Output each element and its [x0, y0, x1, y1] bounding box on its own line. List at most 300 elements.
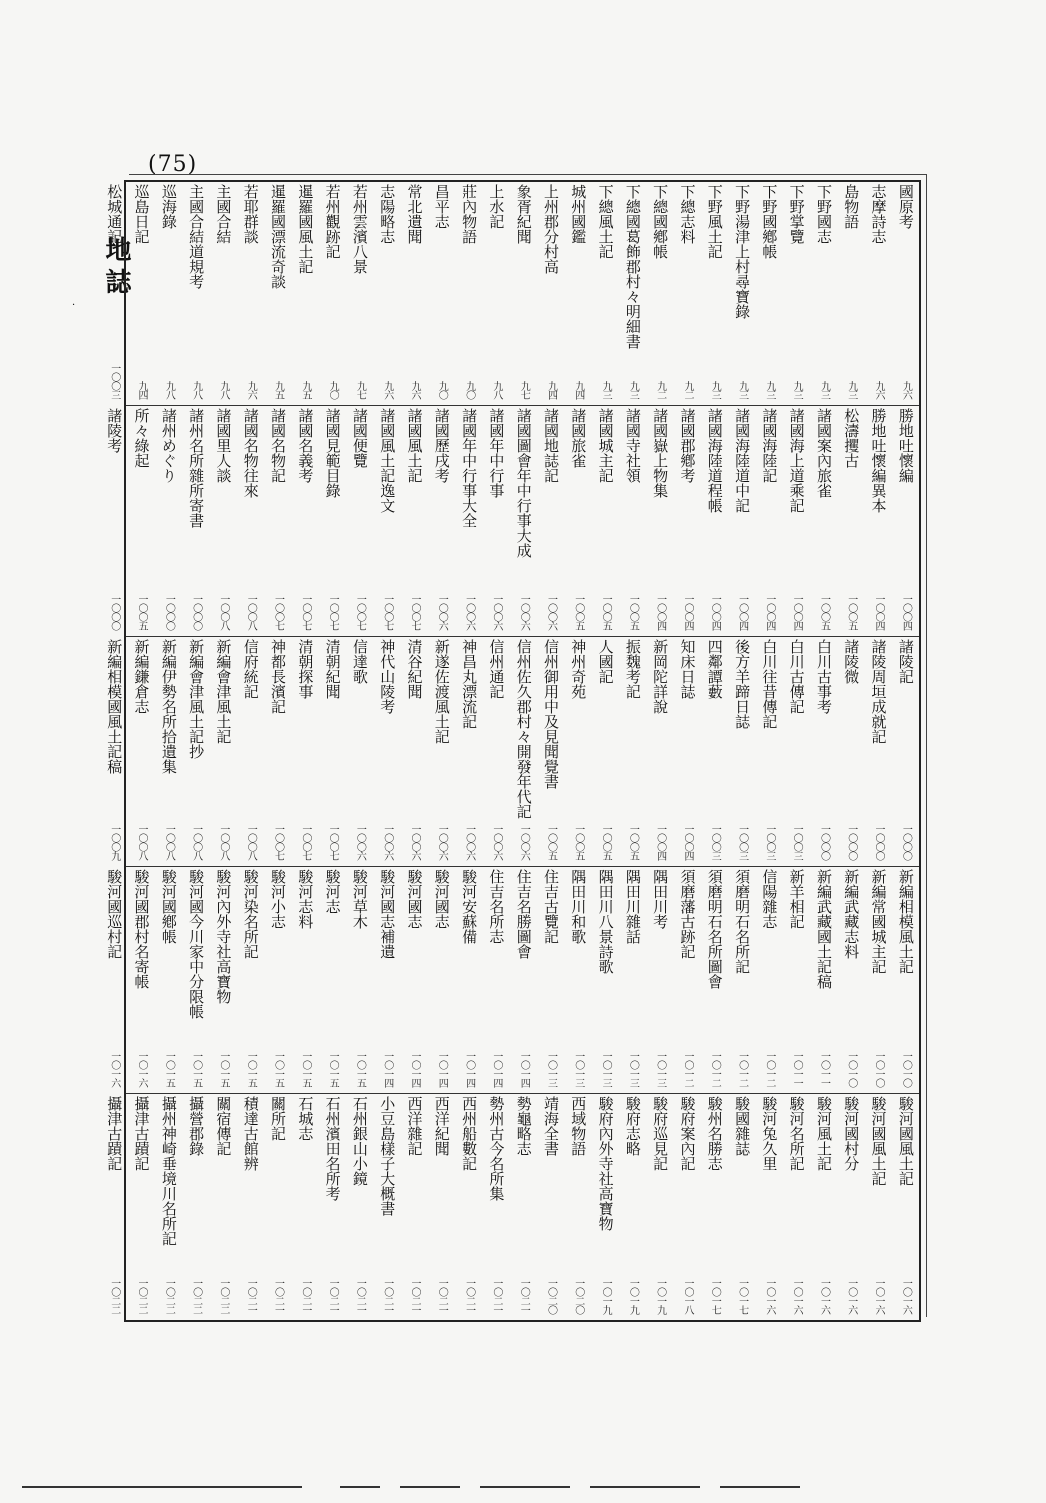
entry-page-number: 一〇〇六	[436, 824, 448, 860]
index-entry	[510, 637, 537, 866]
index-entry	[346, 182, 373, 405]
entry-page-number: 九〇	[327, 381, 339, 399]
entry-title: 駿河國郡村名寄帳	[132, 869, 151, 989]
index-entry	[810, 1094, 837, 1320]
entry-title: 島物語	[842, 184, 861, 229]
index-entry	[237, 182, 264, 405]
index-entry	[728, 867, 755, 1093]
entry-page-number: 一〇〇六	[463, 594, 475, 630]
entry-title: 駿府志略	[623, 1096, 642, 1156]
entry-page-number: 一〇一六	[900, 1278, 912, 1314]
index-entry	[619, 1094, 646, 1320]
index-entry	[346, 406, 373, 636]
index-entry	[646, 637, 673, 866]
entry-title: 石城志	[296, 1096, 315, 1141]
index-entry	[783, 182, 810, 405]
entry-page-number: 九四	[572, 381, 584, 399]
entry-title: 若州雲濱八景	[350, 184, 369, 274]
entry-title: 駿河內外寺社高寶物	[214, 869, 233, 1004]
index-entry	[864, 637, 891, 866]
index-entry	[373, 182, 400, 405]
entry-page-number: 九四	[136, 381, 148, 399]
entry-title: 巡海錄	[159, 184, 178, 229]
index-entry	[127, 867, 154, 1093]
entry-title: 主國合結道規考	[187, 184, 206, 289]
index-entry	[237, 867, 264, 1093]
entry-title: 駿河國巡村記	[105, 869, 124, 959]
index-entry	[728, 637, 755, 866]
index-entry	[264, 406, 291, 636]
entry-title: 下野湯津上村尋寶錄	[733, 184, 752, 319]
section-label: 地誌	[101, 236, 131, 300]
entry-page-number: 一〇一五	[327, 1051, 339, 1087]
entry-title: 駿府內外寺社高寶物	[596, 1096, 615, 1231]
entry-title: 信州通記	[487, 639, 506, 699]
entry-page-number: 一〇〇六	[545, 594, 557, 630]
entry-title: 新岡陀詳說	[651, 639, 670, 714]
index-entry	[155, 637, 182, 866]
entry-title: 諸國名義考	[296, 408, 315, 483]
index-entry	[892, 1094, 919, 1320]
entry-title: 石州濱田名所考	[323, 1096, 342, 1201]
entry-page-number: 一〇〇五	[600, 594, 612, 630]
entry-title: 諸陵考	[105, 408, 124, 453]
entry-page-number: 九四	[545, 381, 557, 399]
entry-page-number: 一〇一一	[791, 1051, 803, 1087]
entry-page-number: 九三	[600, 381, 612, 399]
index-entry	[318, 1094, 345, 1320]
entry-page-number: 一〇一四	[409, 1051, 420, 1087]
index-entry	[510, 1094, 537, 1320]
entry-page-number: 一〇一九	[654, 1278, 666, 1314]
entry-title: 白川古事考	[814, 639, 833, 714]
index-entry	[155, 1094, 182, 1320]
entry-page-number: 一〇二一	[245, 1278, 257, 1314]
entry-page-number: 一〇二一	[436, 1278, 448, 1314]
entry-title: 下野風土記	[705, 184, 724, 259]
entry-title: 駿國雜誌	[733, 1096, 752, 1156]
entry-page-number: 一〇〇八	[190, 824, 202, 860]
entry-title: 諸國地誌記	[541, 408, 560, 483]
entry-page-number: 一〇一三	[627, 1051, 639, 1087]
index-entry	[864, 867, 891, 1093]
index-entry	[810, 867, 837, 1093]
index-entry	[291, 406, 318, 636]
entry-page-number: 一〇一六	[873, 1278, 885, 1314]
entry-title: 諸國名物往來	[241, 408, 260, 498]
index-entry	[591, 1094, 618, 1320]
index-entry	[264, 1094, 291, 1320]
index-entry	[373, 1094, 400, 1320]
entry-title: 信州佐久郡村々開發年代記	[514, 639, 533, 819]
entry-page-number: 一〇〇三	[763, 824, 775, 860]
entry-title: 諸國旅雀	[569, 408, 588, 468]
entry-page-number: 九三	[627, 381, 639, 399]
entry-title: 主國合結	[214, 184, 233, 244]
entry-title: 西州船數記	[460, 1096, 479, 1171]
index-entry	[892, 637, 919, 866]
entry-title: 若耶群談	[241, 184, 260, 244]
index-band-5	[105, 1093, 919, 1320]
index-entry	[591, 637, 618, 866]
index-table	[105, 180, 921, 1322]
entry-title: 諸國風土記逸文	[378, 408, 397, 513]
entry-title: 諸陵微	[842, 639, 861, 684]
entry-title: 石州銀山小鏡	[350, 1096, 369, 1186]
index-entry	[182, 637, 209, 866]
index-entry	[455, 867, 482, 1093]
entry-page-number: 一〇二一	[463, 1278, 475, 1314]
entry-title: 諸州めぐり	[159, 408, 178, 483]
entry-title: 攝州神崎垂境川名所記	[159, 1096, 178, 1246]
index-entry	[810, 406, 837, 636]
entry-title: 上州郡分村高	[541, 184, 560, 274]
index-entry	[455, 637, 482, 866]
entry-page-number: 一〇〇四	[654, 824, 666, 860]
entry-title: 關宿傳記	[214, 1096, 233, 1156]
entry-page-number: 一〇二二	[163, 1278, 175, 1314]
entry-page-number: 一〇〇四	[900, 594, 912, 630]
entry-title: 關所記	[269, 1096, 288, 1141]
entry-title: 下總國葛飾郡村々明細書	[623, 184, 642, 349]
entry-page-number: 一〇〇四	[736, 594, 748, 630]
index-entry	[318, 182, 345, 405]
entry-title: 攝津古蹟記	[132, 1096, 151, 1171]
entry-page-number: 一〇〇五	[600, 824, 612, 860]
entry-page-number: 一〇一四	[463, 1051, 475, 1087]
entry-page-number: 一〇二二	[190, 1278, 202, 1314]
entry-page-number: 一〇〇六	[463, 824, 475, 860]
entry-title: 象胥紀聞	[514, 184, 533, 244]
entry-page-number: 一〇一二	[681, 1051, 693, 1087]
index-entry	[373, 406, 400, 636]
index-entry	[428, 1094, 455, 1320]
entry-title: 駿河志	[323, 869, 342, 914]
entry-title: 駿河名所記	[787, 1096, 806, 1171]
entry-page-number: 一〇〇八	[217, 824, 229, 860]
entry-page-number: 一〇〇三	[736, 824, 748, 860]
entry-page-number: 一〇一〇	[900, 1051, 912, 1087]
index-entry	[127, 1094, 154, 1320]
index-entry	[209, 867, 236, 1093]
entry-title: 志摩詩志	[869, 184, 888, 244]
entry-title: 諸國年中行事大全	[460, 408, 479, 528]
entry-page-number: 一〇一四	[436, 1051, 448, 1087]
entry-page-number: 一〇〇七	[409, 594, 420, 630]
entry-title: 神昌丸漂流記	[460, 639, 479, 729]
entry-page-number: 一〇二〇	[572, 1278, 584, 1314]
entry-title: 諸國圖會年中行事大成	[514, 408, 533, 558]
index-entry	[837, 182, 864, 405]
entry-title: 信達歌	[350, 639, 369, 684]
index-entry	[346, 1094, 373, 1320]
entry-title: 諸國郡鄕考	[678, 408, 697, 483]
index-entry	[783, 867, 810, 1093]
entry-page-number: 一〇〇六	[518, 594, 530, 630]
index-entry	[428, 637, 455, 866]
entry-title: 常北遺聞	[405, 184, 424, 244]
entry-page-number: 九七	[518, 381, 530, 399]
entry-title: 新編會津風土記	[214, 639, 233, 744]
index-entry	[455, 1094, 482, 1320]
entry-page-number: 一〇〇四	[763, 594, 775, 630]
entry-title: 昌平志	[432, 184, 451, 229]
index-entry	[100, 406, 127, 636]
entry-title: 新編伊勢名所拾遺集	[159, 639, 178, 774]
entry-page-number: 一〇二〇	[545, 1278, 557, 1314]
index-entry	[346, 637, 373, 866]
entry-page-number: 一〇二二	[217, 1278, 229, 1314]
entry-page-number: 一〇一六	[763, 1278, 775, 1314]
entry-page-number: 一〇一五	[299, 1051, 311, 1087]
entry-page-number: 一〇〇七	[381, 594, 393, 630]
entry-title: 新編常國城主記	[869, 869, 888, 974]
index-entry	[837, 637, 864, 866]
entry-page-number: 九六	[381, 381, 393, 399]
entry-page-number: 一〇〇五	[818, 594, 830, 630]
entry-page-number: 一〇一三	[654, 1051, 666, 1087]
entry-title: 駿河小志	[269, 869, 288, 929]
index-entry	[837, 1094, 864, 1320]
index-entry	[810, 182, 837, 405]
entry-page-number: 一〇一五	[163, 1051, 175, 1087]
index-entry	[400, 637, 427, 866]
index-entry	[482, 867, 509, 1093]
entry-title: 隅田川和歌	[569, 869, 588, 944]
index-entry	[864, 182, 891, 405]
entry-page-number: 一〇一九	[600, 1278, 612, 1314]
entry-page-number: 一〇一六	[845, 1278, 857, 1314]
entry-page-number: 一〇一五	[217, 1051, 229, 1087]
entry-title: 諸國寺社領	[623, 408, 642, 483]
index-entry	[209, 182, 236, 405]
entry-title: 上水記	[487, 184, 506, 229]
entry-title: 國原考	[896, 184, 915, 229]
entry-title: 駿河國風土記	[896, 1096, 915, 1186]
entry-title: 勢州古今名所集	[487, 1096, 506, 1201]
entry-page-number: 九三	[791, 381, 803, 399]
entry-title: 新編相模國風土記稿	[105, 639, 124, 774]
entry-page-number: 一〇一二	[736, 1051, 748, 1087]
index-entry	[182, 1094, 209, 1320]
index-entry	[127, 182, 154, 405]
entry-title: 諸國海陸道程帳	[705, 408, 724, 513]
entry-title: 駿河國風土記	[869, 1096, 888, 1186]
index-entry	[728, 406, 755, 636]
entry-page-number: 一〇一六	[108, 1051, 120, 1087]
entry-title: 信陽雜志	[760, 869, 779, 929]
entry-page-number: 一〇一〇	[845, 1051, 857, 1087]
index-entry	[264, 182, 291, 405]
entry-title: 後方羊蹄日誌	[733, 639, 752, 729]
entry-page-number: 一〇〇五	[627, 594, 639, 630]
entry-title: 勝地吐懷編異本	[869, 408, 888, 513]
index-entry	[673, 406, 700, 636]
index-entry	[428, 182, 455, 405]
entry-title: 諸國見範目錄	[323, 408, 342, 498]
entry-page-number: 一〇〇六	[490, 594, 502, 630]
entry-title: 人國記	[596, 639, 615, 684]
entry-page-number: 一〇一六	[818, 1278, 830, 1314]
index-entry	[155, 867, 182, 1093]
entry-title: 駿府案內記	[678, 1096, 697, 1171]
entry-title: 西洋雜記	[405, 1096, 424, 1156]
entry-page-number: 一〇二一	[299, 1278, 311, 1314]
entry-page-number: 一〇一五	[190, 1051, 202, 1087]
entry-page-number: 九三	[845, 381, 857, 399]
entry-page-number: 一〇〇五	[572, 594, 584, 630]
entry-title: 莊內物語	[460, 184, 479, 244]
entry-title: 須磨明石名所記	[733, 869, 752, 974]
entry-page-number: 一〇〇六	[409, 824, 420, 860]
entry-page-number: 一〇二一	[490, 1278, 502, 1314]
index-entry	[100, 182, 127, 405]
entry-title: 下總志料	[678, 184, 697, 244]
entry-page-number: 一〇〇四	[791, 594, 803, 630]
index-entry	[564, 182, 591, 405]
entry-page-number: 一〇〇〇	[190, 594, 202, 630]
entry-page-number: 九七	[354, 381, 366, 399]
entry-title: 清朝探事	[296, 639, 315, 699]
entry-title: 駿河國今川家中分限帳	[187, 869, 206, 1019]
index-entry	[400, 406, 427, 636]
entry-page-number: 九三	[709, 381, 721, 399]
index-entry	[155, 182, 182, 405]
entry-title: 振魏考記	[623, 639, 642, 699]
index-entry	[673, 182, 700, 405]
entry-page-number: 一〇一五	[245, 1051, 257, 1087]
index-entry	[400, 867, 427, 1093]
entry-title: 駿河志料	[296, 869, 315, 929]
entry-title: 新編武藏國土記稿	[814, 869, 833, 989]
entry-page-number: 一〇〇六	[490, 824, 502, 860]
entry-title: 信州御用中及見聞覺書	[541, 639, 560, 789]
entry-title: 勝地吐懷編	[896, 408, 915, 483]
entry-page-number: 九六	[245, 381, 257, 399]
index-entry	[100, 867, 127, 1093]
index-entry	[591, 867, 618, 1093]
entry-title: 下總國鄕帳	[651, 184, 670, 259]
index-entry	[837, 406, 864, 636]
entry-page-number: 一〇〇七	[327, 824, 339, 860]
entry-page-number: 九六	[409, 381, 420, 399]
entry-title: 新編武藏志料	[842, 869, 861, 959]
index-entry	[564, 637, 591, 866]
index-entry	[482, 637, 509, 866]
index-band-2	[105, 405, 919, 636]
entry-page-number: 一〇〇六	[436, 594, 448, 630]
entry-page-number: 九六	[873, 381, 885, 399]
entry-page-number: 一〇〇〇	[108, 594, 120, 630]
entry-title: 須磨藩古跡記	[678, 869, 697, 959]
entry-page-number: 一〇二一	[354, 1278, 366, 1314]
entry-title: 諸國便覽	[350, 408, 369, 468]
page-number: (75)	[148, 152, 198, 177]
entry-title: 諸國嶽上物集	[651, 408, 670, 498]
entry-title: 所々綠起	[132, 408, 151, 468]
entry-title: 諸國歷戌考	[432, 408, 451, 483]
index-entry	[701, 182, 728, 405]
index-entry	[537, 406, 564, 636]
index-entry	[182, 182, 209, 405]
index-entry	[591, 406, 618, 636]
entry-page-number: 一〇一七	[736, 1278, 748, 1314]
entry-page-number: 九三	[818, 381, 830, 399]
index-entry	[482, 1094, 509, 1320]
index-entry	[318, 637, 345, 866]
entry-page-number: 一〇〇〇	[163, 594, 175, 630]
entry-page-number: 九八	[190, 381, 202, 399]
entry-title: 諸國海陸記	[760, 408, 779, 483]
entry-title: 駿河染名所記	[241, 869, 260, 959]
entry-page-number: 一〇〇六	[518, 824, 530, 860]
entry-page-number: 一〇一〇	[873, 1051, 885, 1087]
index-entry	[864, 406, 891, 636]
entry-page-number: 一〇〇七	[354, 594, 366, 630]
entry-title: 神代山陵考	[378, 639, 397, 714]
entry-page-number: 一〇〇七	[272, 594, 284, 630]
entry-page-number: 一〇〇六	[354, 824, 366, 860]
entry-title: 諸國風土記	[405, 408, 424, 483]
entry-title: 駿州名勝志	[705, 1096, 724, 1171]
entry-page-number: 一〇〇八	[245, 824, 257, 860]
entry-title: 諸州名所雜所寄書	[187, 408, 206, 528]
index-entry	[810, 637, 837, 866]
entry-title: 西洋紀聞	[432, 1096, 451, 1156]
index-entry	[264, 637, 291, 866]
index-entry	[864, 1094, 891, 1320]
index-entry	[100, 1094, 127, 1320]
entry-page-number: 一〇〇八	[245, 594, 257, 630]
index-entry	[209, 637, 236, 866]
index-entry	[428, 406, 455, 636]
index-entry	[237, 637, 264, 866]
index-band-4	[105, 866, 919, 1093]
entry-title: 清谷紀聞	[405, 639, 424, 699]
entry-page-number: 一〇〇〇	[873, 824, 885, 860]
entry-page-number: 九二	[681, 381, 693, 399]
index-entry	[564, 406, 591, 636]
entry-page-number: 一〇〇五	[545, 824, 557, 860]
entry-page-number: 九八	[217, 381, 229, 399]
entry-title: 駿河國鄕帳	[159, 869, 178, 944]
entry-title: 駿府巡見記	[651, 1096, 670, 1171]
index-entry	[291, 637, 318, 866]
entry-page-number: 九〇	[436, 381, 448, 399]
index-entry	[837, 867, 864, 1093]
entry-title: 諸國里人談	[214, 408, 233, 483]
index-entry	[701, 1094, 728, 1320]
index-entry	[619, 867, 646, 1093]
entry-title: 諸國海上道乘記	[787, 408, 806, 513]
entry-title: 志陽略志	[378, 184, 397, 244]
entry-page-number: 九五	[299, 381, 311, 399]
entry-page-number: 九二	[654, 381, 666, 399]
index-entry	[755, 182, 782, 405]
entry-title: 駿河安蘇備	[460, 869, 479, 944]
entry-title: 城州國鑑	[569, 184, 588, 244]
index-entry	[318, 867, 345, 1093]
entry-page-number: 一〇一四	[518, 1051, 530, 1087]
index-entry	[783, 1094, 810, 1320]
entry-title: 白川往昔傳記	[760, 639, 779, 729]
entry-title: 巡島日記	[132, 184, 151, 244]
entry-title: 松城通記	[105, 184, 124, 244]
entry-page-number: 一〇〇三	[791, 824, 803, 860]
index-entry	[318, 406, 345, 636]
entry-page-number: 一〇二一	[272, 1278, 284, 1314]
index-entry	[373, 867, 400, 1093]
